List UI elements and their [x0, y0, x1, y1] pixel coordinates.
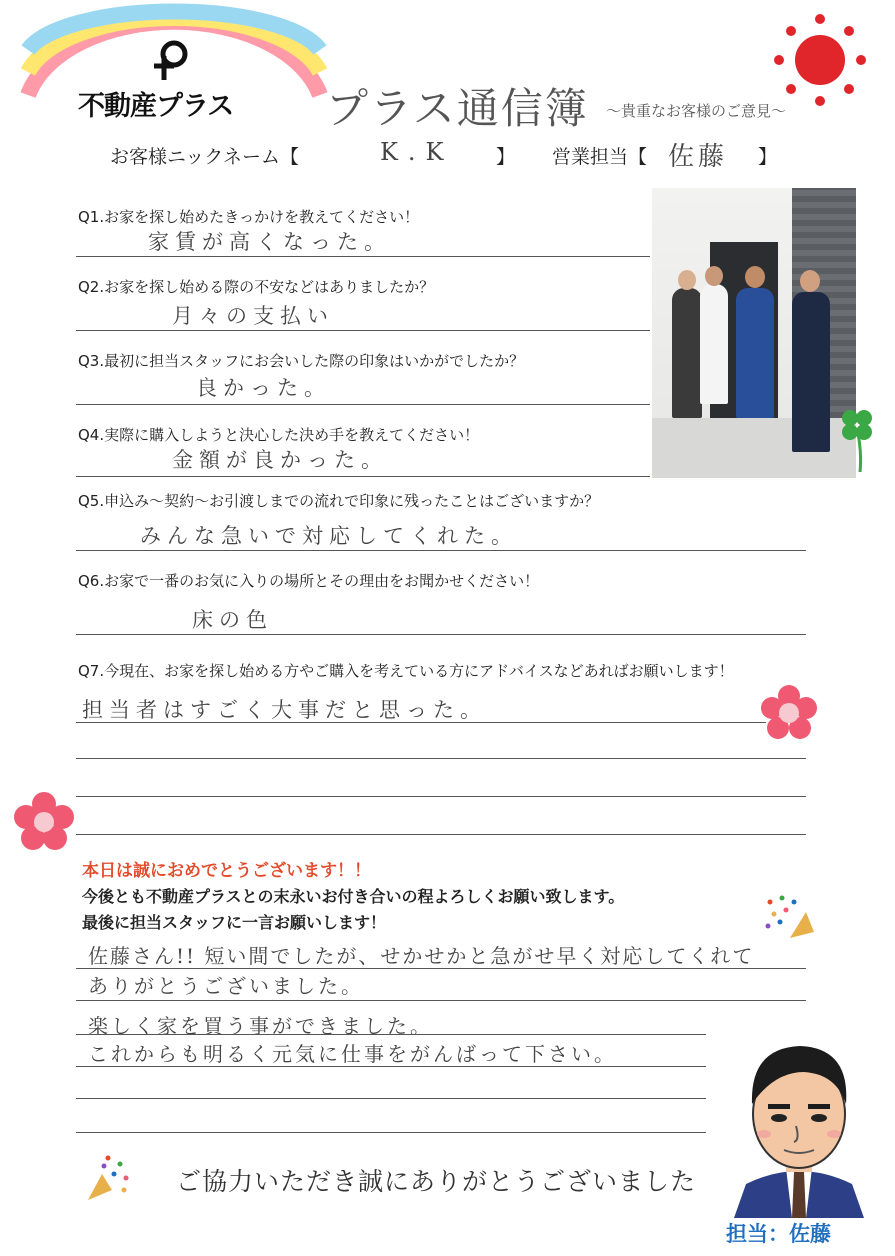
message-line: [76, 1034, 706, 1035]
answer-6: 床の色: [192, 608, 273, 632]
question-7: Q7.今現在、お家を探し始める方やご購入を考えている方にアドバイスなどあればお願いします！: [78, 662, 734, 680]
plus-logo-icon: [148, 38, 192, 82]
question-4: Q4.実際に購入しようと決心した決め手を教えてください！: [78, 426, 480, 444]
nickname-value: K.K: [380, 138, 454, 166]
answer-line: [76, 476, 650, 477]
message-line: [76, 1000, 806, 1001]
answer-5: みんな急いで対応してくれた。: [140, 524, 518, 548]
question-1: Q1.お家を探し始めたきっかけを教えてください！: [78, 208, 420, 226]
staff-value: 佐藤: [668, 142, 729, 172]
message-line: [76, 968, 806, 969]
sun-icon: [770, 10, 870, 110]
page-subtitle: ～貴重なお客様のご意見～: [606, 102, 787, 120]
answer-1: 家賃が高くなった。: [148, 230, 391, 254]
staff-avatar-icon: [724, 1018, 874, 1218]
flower-icon: [14, 792, 74, 852]
message-line-2: ありがとうございました。: [88, 974, 364, 998]
answer-line: [76, 404, 650, 405]
answer-3: 良かった。: [196, 376, 331, 400]
blank-line: [76, 1098, 706, 1099]
staff-close: 】: [758, 146, 778, 168]
message-line-3: 楽しく家を買う事ができました。: [88, 1014, 433, 1038]
question-5: Q5.申込み～契約～お引渡しまでの流れで印象に残ったことはございますか？: [78, 492, 600, 510]
blank-line: [76, 834, 806, 835]
answer-line: [76, 256, 650, 257]
question-2: Q2.お家を探し始める際の不安などはありましたか？: [78, 278, 435, 296]
staff-label: 営業担当【: [552, 146, 648, 168]
clover-icon: [836, 404, 880, 474]
nickname-close: 】: [496, 146, 516, 168]
answer-2: 月々の支払い: [172, 304, 334, 328]
page-title: プラス通信簿: [326, 84, 589, 133]
thanks-text: ご協力いただき誠にありがとうございました: [176, 1167, 697, 1196]
blank-line: [76, 1132, 706, 1133]
blank-line: [76, 758, 806, 759]
message-line-4: これからも明るく元気に仕事をがんばって下さい。: [88, 1042, 617, 1066]
closing-line-1: 今後とも不動産プラスとの末永いお付き合いの程よろしくお願い致します。: [82, 887, 625, 906]
question-6: Q6.お家で一番のお気に入りの場所とその理由をお聞かせください！: [78, 572, 540, 590]
answer-line: [76, 722, 766, 723]
party-popper-icon: [760, 892, 816, 942]
answer-4: 金額が良かった。: [172, 448, 388, 472]
staff-tag: 担当：佐藤: [726, 1222, 831, 1246]
answer-line: [76, 634, 806, 635]
congrats-text: 本日は誠におめでとうございます！！: [82, 861, 371, 881]
answer-7: 担当者はすごく大事だと思った。: [82, 698, 487, 722]
answer-line: [76, 550, 806, 551]
nickname-label: お客様ニックネーム【: [110, 146, 300, 168]
flower-icon: [760, 684, 818, 742]
party-popper-icon: [84, 1150, 134, 1204]
customer-photo: [652, 188, 856, 478]
message-line: [76, 1066, 706, 1067]
closing-line-2: 最後に担当スタッフに一言お願いします！: [82, 913, 387, 932]
logo-text: 不動産プラス: [78, 91, 234, 122]
message-line-1: 佐藤さん!! 短い間でしたが、せかせかと急がせ早く対応してくれて: [88, 944, 755, 968]
question-3: Q3.最初に担当スタッフにお会いした際の印象はいかがでしたか？: [78, 352, 525, 370]
answer-line: [76, 330, 650, 331]
blank-line: [76, 796, 806, 797]
